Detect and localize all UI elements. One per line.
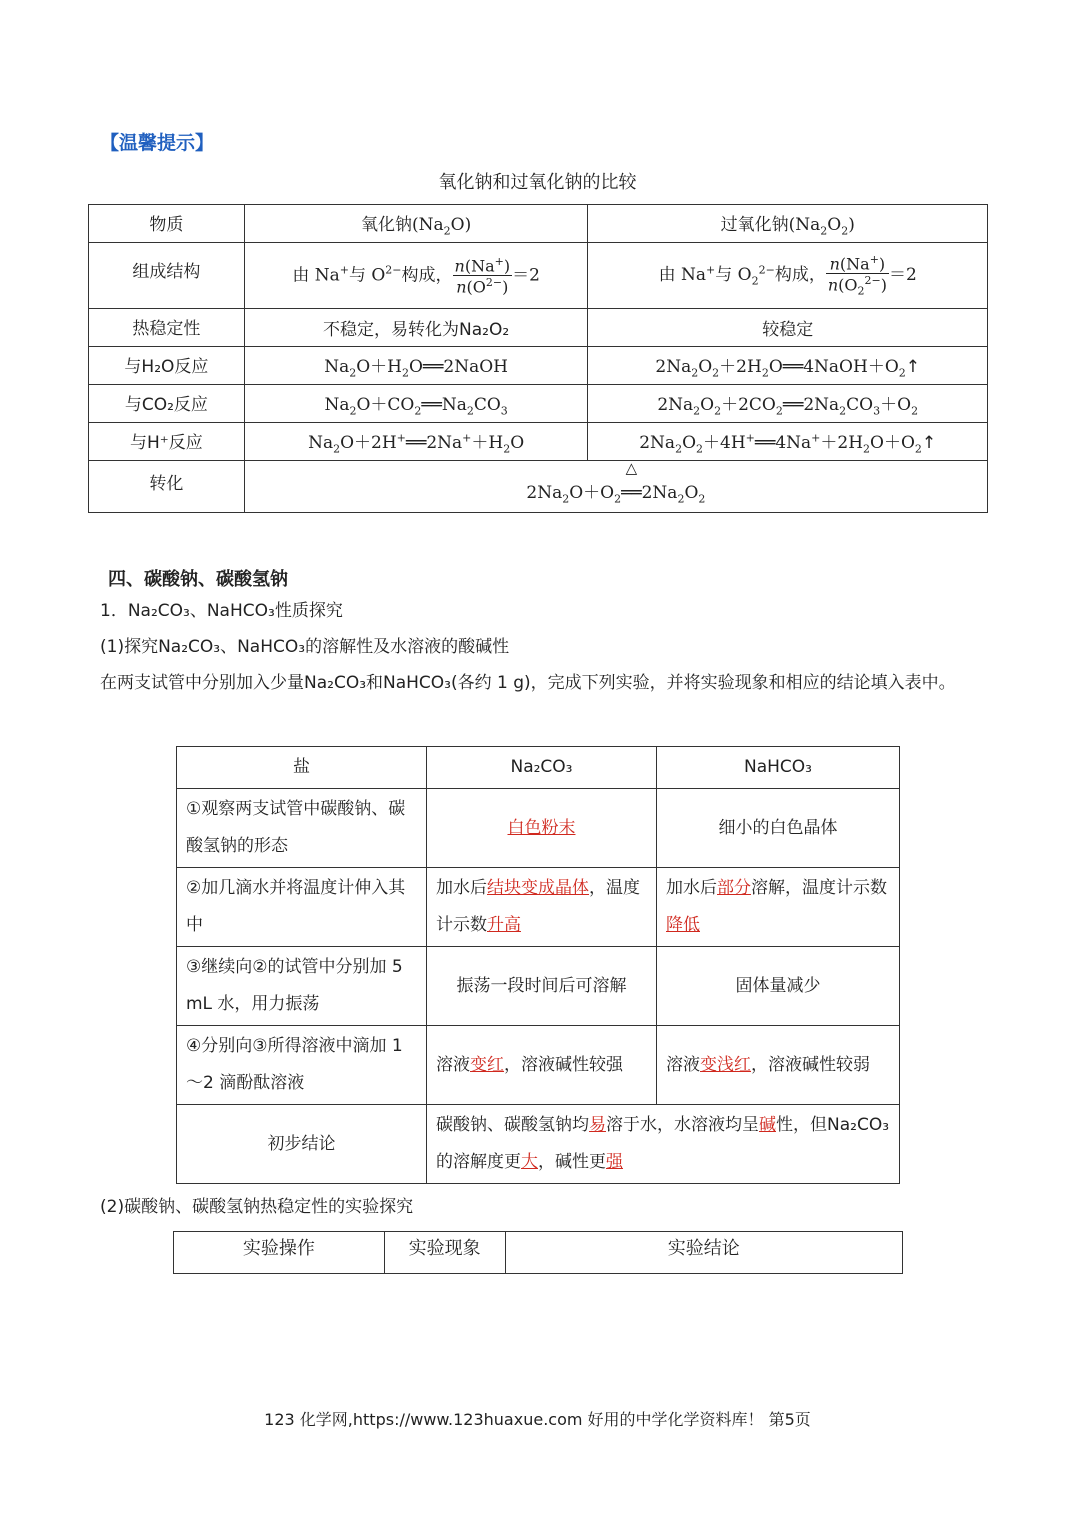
row-stability-label: 热稳定性 [89,309,245,347]
stability-na2o: 不稳定，易转化为Na₂O₂ [244,309,588,347]
header-na2o2: 过氧化钠$(Na_2O_2)$ [588,205,988,243]
row-co2-label: 与CO₂反应 [89,385,245,423]
co2-na2o2: $2Na_2O_2+2CO_2══2Na_2CO_3+O_2$ [588,385,988,423]
stability-na2o2: 较稳定 [588,309,988,347]
row1-na2co3: 白色粉末 [427,789,657,868]
table1-caption: 氧化钠和过氧化钠的比较 [438,172,637,193]
convert-equation: $2Na_2O+O_2$ △ $══2Na_2O_2$ [244,461,987,513]
header-phenomenon: 实验现象 [384,1232,505,1274]
header-conclusion: 实验结论 [505,1232,902,1274]
water-na2o: $Na_2O+H_2O══2NaOH$ [244,347,588,385]
row-water-label: 与H₂O反应 [89,347,245,385]
water-na2o2: $2Na_2O_2+2H_2O══4NaOH+O_2↑$ [588,347,988,385]
row3-na2co3: 振荡一段时间后可溶解 [427,947,657,1026]
acid-na2o2: $2Na_2O_2+4H^+══4Na^++2H_2O+O_2↑$ [588,423,988,461]
section-heading: 四、碳酸钠、碳酸氢钠 [108,569,288,590]
row3-nahco3: 固体量减少 [657,947,900,1026]
thermal-stability-title: (2)碳酸钠、碳酸氢钠热稳定性的实验探究 [100,1197,414,1217]
header-na2o: 氧化钠$(Na_2O)$ [244,205,588,243]
thermal-stability-table [173,1231,903,1274]
experiment-title: (1)探究Na₂CO₃、NaHCO₃的溶解性及水溶液的酸碱性 [100,637,510,657]
solubility-table [176,746,900,1184]
conclusion-cell: 碳酸钠、碳酸氢钠均易溶于水，水溶液均呈碱性，但Na₂CO₃的溶解度更大，碱性更强 [427,1105,900,1184]
row1-nahco3: 细小的白色晶体 [657,789,900,868]
row2-label: ②加几滴水并将温度计伸入其中 [177,868,427,947]
row-structure-label: 组成结构 [89,243,245,309]
header-operation: 实验操作 [174,1232,385,1274]
header-na2co3: Na₂CO₃ [427,747,657,789]
row4-label: ④分别向③所得溶液中滴加 1～2 滴酚酞溶液 [177,1026,427,1105]
structure-na2o2: 由 Na+与 $O_2^{2-}$构成， $\frac{n(Na^+)}{n(O_2^{2-})}$ ＝2 [588,243,988,309]
oxide-comparison-table [88,204,988,513]
structure-na2o: 由 Na+与 $O^{2-}$构成， $\frac{n(Na^+)}{n(O^{2-})}$ ＝2 [244,243,588,309]
row2-nahco3: 加水后部分溶解，温度计示数降低 [657,868,900,947]
header-salt: 盐 [177,747,427,789]
row5-label: 初步结论 [177,1105,427,1184]
subsection-title: 1．Na₂CO₃、NaHCO₃性质探究 [100,601,343,621]
header-nahco3: NaHCO₃ [657,747,900,789]
header-substance: 物质 [89,205,245,243]
page-footer: 123 化学网,https://www.123huaxue.com 好用的中学化学资料库！ 第5页 [264,1410,811,1429]
row-acid-label: 与H⁺反应 [89,423,245,461]
row4-na2co3: 溶液变红，溶液碱性较强 [427,1026,657,1105]
co2-na2o: $Na_2O+CO_2══Na_2CO_3$ [244,385,588,423]
heat-triangle-icon: △ [625,458,638,477]
instruction-text: 在两支试管中分别加入少量Na₂CO₃和NaHCO₃(各约 1 g)，完成下列实验，并将实验现象和相应的结论填入表中。 [100,673,956,693]
tip-heading: 【温馨提示】 [100,132,215,154]
row3-label: ③继续向②的试管中分别加 5 mL 水，用力振荡 [177,947,427,1026]
row2-na2co3: 加水后结块变成晶体，温度计示数升高 [427,868,657,947]
acid-na2o: $Na_2O+2H^+══2Na^++H_2O$ [244,423,588,461]
row-convert-label: 转化 [89,461,245,513]
row1-label: ①观察两支试管中碳酸钠、碳酸氢钠的形态 [177,789,427,868]
row4-nahco3: 溶液变浅红，溶液碱性较弱 [657,1026,900,1105]
